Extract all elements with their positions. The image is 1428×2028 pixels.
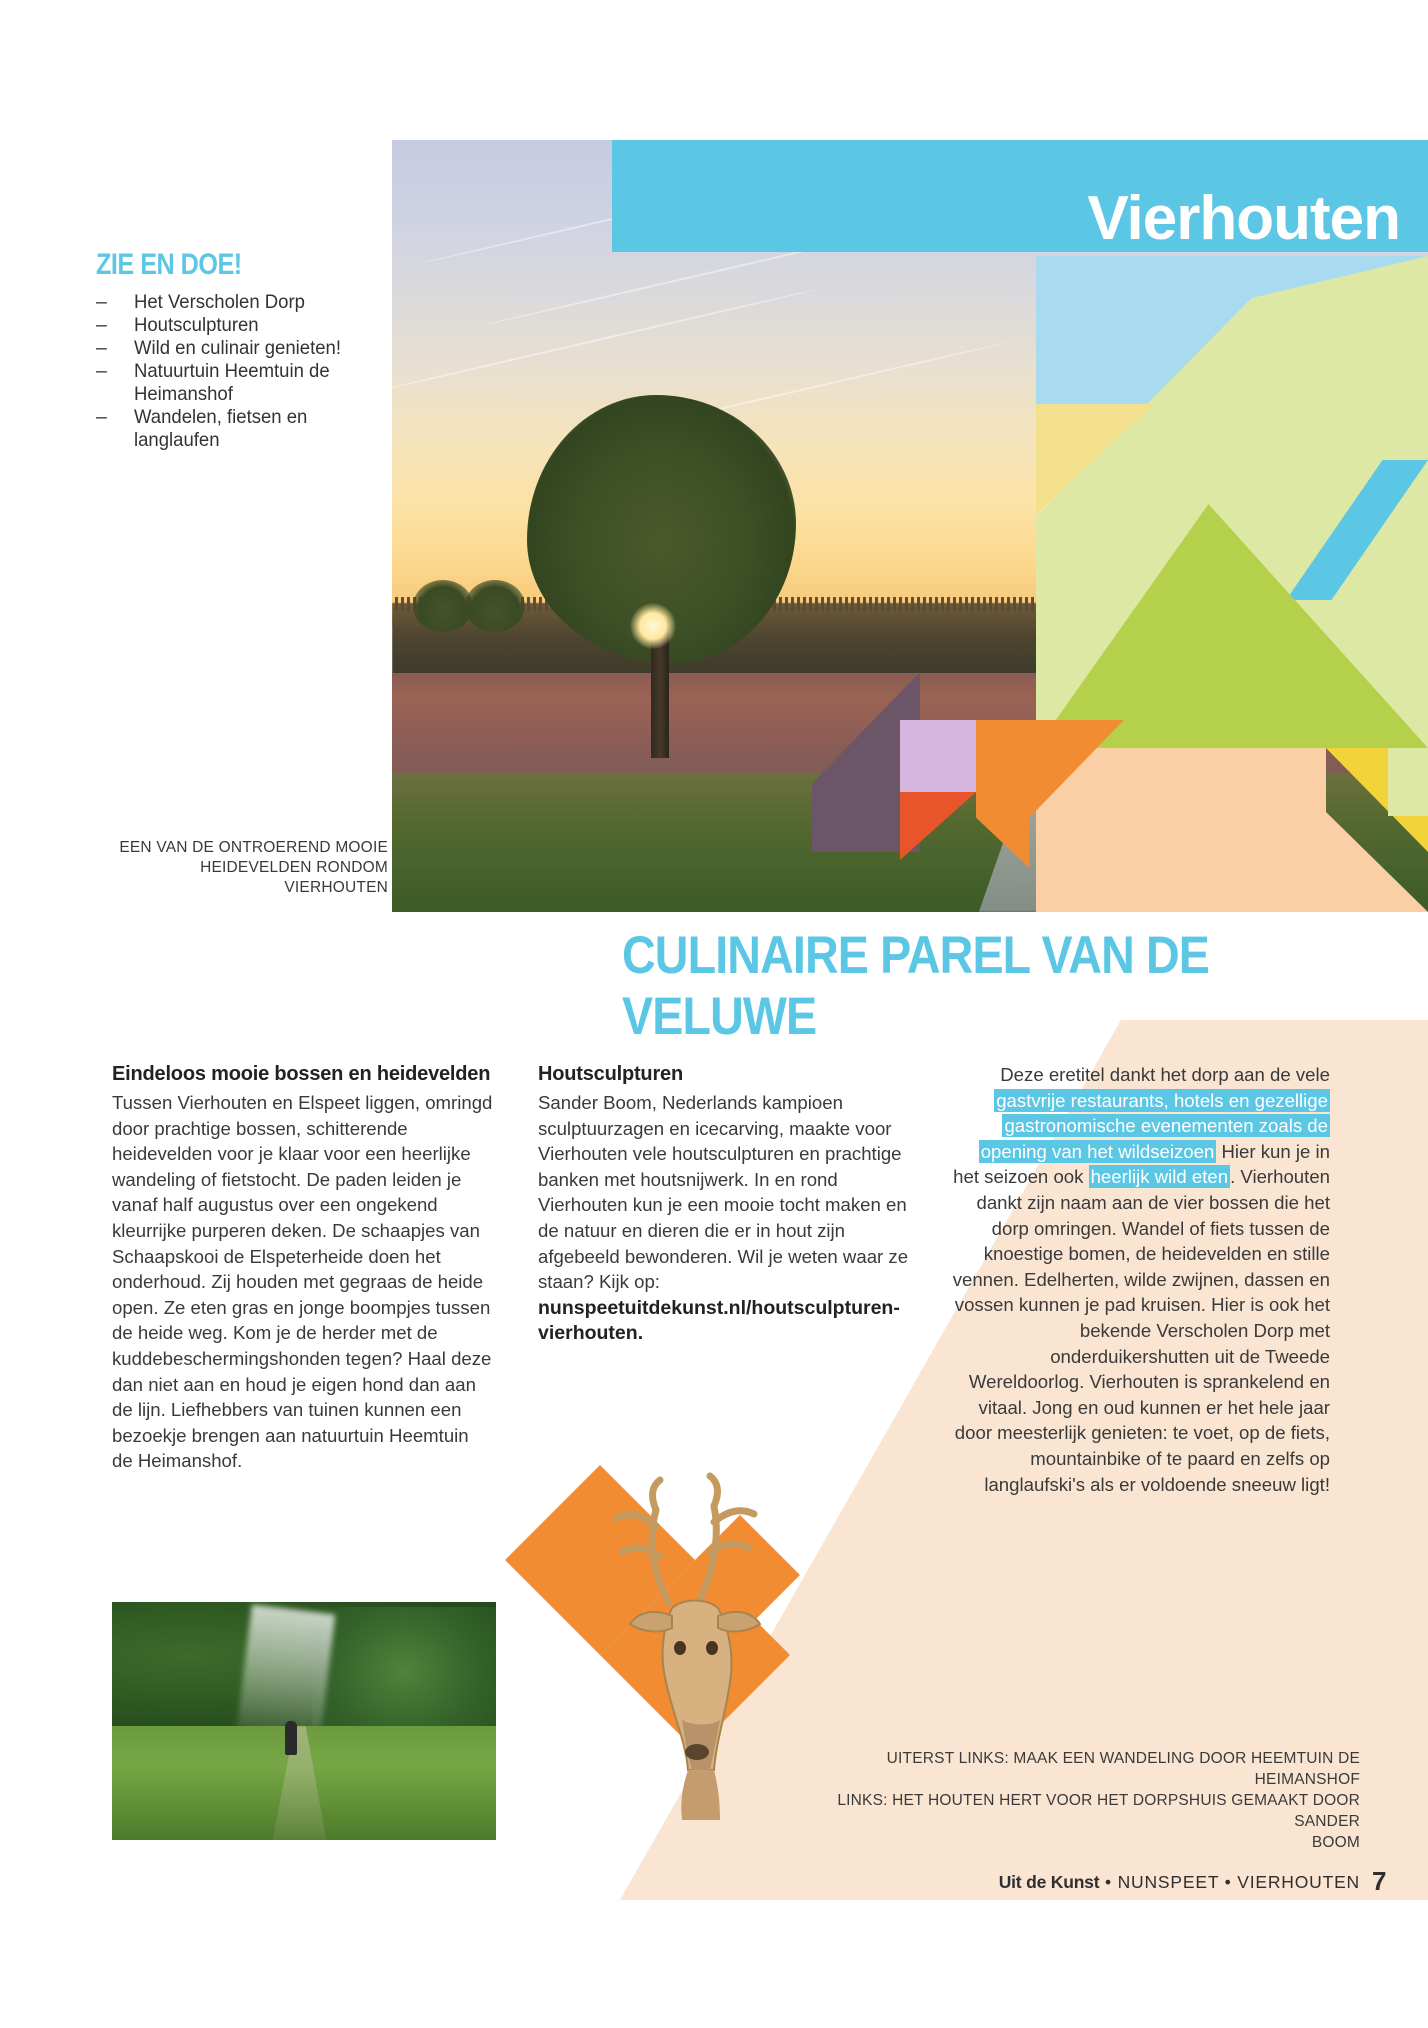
column-2-body [538, 1090, 920, 1346]
houtsculpturen-url-link[interactable]: nunspeetuitdekunst.nl/houtsculpturen-vierhouten [538, 1296, 900, 1345]
footer-separator-1: • [1099, 1872, 1118, 1892]
dash-icon: – [96, 314, 107, 336]
sidebar-item-label: Houtsculpturen [134, 314, 259, 336]
column-2-body-text: Sander Boom, Nederlands kampioen sculptuurzagen en icecarving, maakte voor Vierhouten vele houtsculpturen en prachtige banken met houtsnijwerk. In en rond Vierhouten kun je een mooie tocht maken en de natuur en dieren die er in hout zijn afgebeeld bewonderen. Wil je weten waar ze staan? Kijk op: [538, 1092, 909, 1293]
tangram-lime-right-strip [1388, 748, 1428, 816]
hero-photo-caption: EEN VAN DE ONTROEREND MOOIE HEIDEVELDEN RONDOM VIERHOUTEN [119, 839, 388, 896]
tangram-lilac-square [900, 720, 976, 792]
tangram-decoration-right [1036, 252, 1428, 912]
dash-icon: – [96, 337, 107, 359]
sidebar-list [96, 291, 366, 452]
tangram-peach-square [1036, 748, 1326, 912]
footer-brand: Uit de Kunst [998, 1872, 1100, 1892]
article-column-2 [538, 1062, 920, 1346]
sidebar-item-wandelen-fietsen[interactable] [96, 406, 366, 452]
article-column-3 [948, 1062, 1330, 1497]
deer-eye-right [706, 1641, 718, 1655]
sidebar-item-label: Het Verscholen Dorp [134, 291, 305, 313]
column-3-part1: Deze eretitel dankt het dorp aan de vele [1000, 1064, 1330, 1085]
dash-icon: – [96, 360, 107, 382]
tangram-decoration-mid [812, 672, 1052, 912]
garden-photo-person [285, 1721, 297, 1755]
url-period: . [637, 1322, 644, 1345]
column-3-part2: Hier kun je in het seizoen ook [953, 1140, 1330, 1188]
column-3-highlight-1: gastvrije restaurants, hotels en gezellige gastronomische evenementen zoals de opening van het wildseizoen [980, 1089, 1328, 1162]
sidebar-item-label: Wild en culinair genieten! [134, 337, 341, 359]
sidebar-item-label: Wandelen, fietsen en langlaufen [134, 406, 308, 451]
sidebar-item-natuurtuin[interactable] [96, 360, 366, 406]
footer-separator-2: • [1219, 1872, 1238, 1892]
caption-line-3: BOOM [1311, 1834, 1360, 1851]
column-1-body: Tussen Vierhouten en Elspeet liggen, omringd door prachtige bossen, schitterende heidevelden voor je klaar voor een heerlijke wandeling of fietstocht. De paden leiden je vanaf half augustus over een ongekend kleurrijke purperen deken. De schaapjes van Schaapskooi de Elspeterheide doen het onderhoud. Zij houden met gegraas de heide open. Ze eten gras en jonge boompjes tussen de heide weg. Kom je de herder met de kuddebeschermingshonden tegen? Haal deze dan niet aan en houd je eigen hond dan aan de lijn. Liefhebbers van tuinen kunnen een bezoekje brengen aan natuurtuin Heemtuin de Heimanshof. [112, 1092, 493, 1472]
deer-neck [681, 1770, 720, 1820]
deer-eye-left [674, 1641, 686, 1655]
bottom-photo-caption [800, 1748, 1360, 1853]
sidebar-item-verscholen-dorp[interactable] [96, 291, 366, 314]
sidebar-zie-en-doe [96, 248, 366, 452]
hero-small-tree [465, 580, 525, 632]
sidebar-heading: ZIE EN DOE! [96, 248, 242, 281]
caption-line-2: LINKS: HET HOUTEN HERT VOOR HET DORPSHUIS GEMAAKT DOOR SANDER [837, 1792, 1360, 1830]
deer-nose [685, 1744, 709, 1760]
sidebar-item-houtsculpturen[interactable] [96, 314, 366, 337]
column-3-part3: . Vierhouten dankt zijn naam aan de vier bossen die het dorp omringen. Wandel of fiets tussen de knoestige bomen, de heidevelden en stille vennen. Edelherten, wilde zwijnen, dassen en vossen kunnen je pad kruisen. Hier is ook het bekende Verscholen Dorp met onderduikershutten uit de Tweede Wereldoorlog. Vierhouten is sprankelend en vitaal. Jong en oud kunnen er het hele jaar door meesterlijk genieten: te voet, op de fiets, mountainbike of te paard en zelfs op langlaufski's als er voldoende sneeuw ligt! [952, 1166, 1330, 1495]
column-3-highlight-2: heerlijk wild eten [1090, 1166, 1229, 1188]
page-footer [840, 1872, 1360, 1893]
hero-solitary-tree [527, 395, 796, 758]
article-column-1 [112, 1062, 494, 1474]
column-1-heading: Eindeloos mooie bossen en heidevelden [112, 1063, 491, 1085]
dash-icon: – [96, 291, 107, 313]
page-number: 7 [1372, 1866, 1387, 1896]
footer-place-vierhouten: VIERHOUTEN [1237, 1872, 1360, 1892]
sidebar-item-label: Natuurtuin Heemtuin de Heimanshof [134, 360, 330, 405]
page-title: Vierhouten [1087, 184, 1400, 253]
section-subheading: CULINAIRE PAREL VAN DE VELUWE [622, 926, 1210, 1046]
column-2-heading: Houtsculpturen [538, 1063, 683, 1085]
footer-place-nunspeet: NUNSPEET [1117, 1872, 1219, 1892]
dash-icon: – [96, 406, 107, 428]
photo-heemtuin-garden [112, 1602, 496, 1840]
caption-line-1: UITERST LINKS: MAAK EEN WANDELING DOOR HEEMTUIN DE HEIMANSHOF [886, 1750, 1360, 1788]
sidebar-item-wild-en-culinair[interactable] [96, 337, 366, 360]
title-banner [612, 140, 1428, 252]
hero-small-tree [413, 580, 473, 632]
column-3-body [948, 1062, 1330, 1497]
